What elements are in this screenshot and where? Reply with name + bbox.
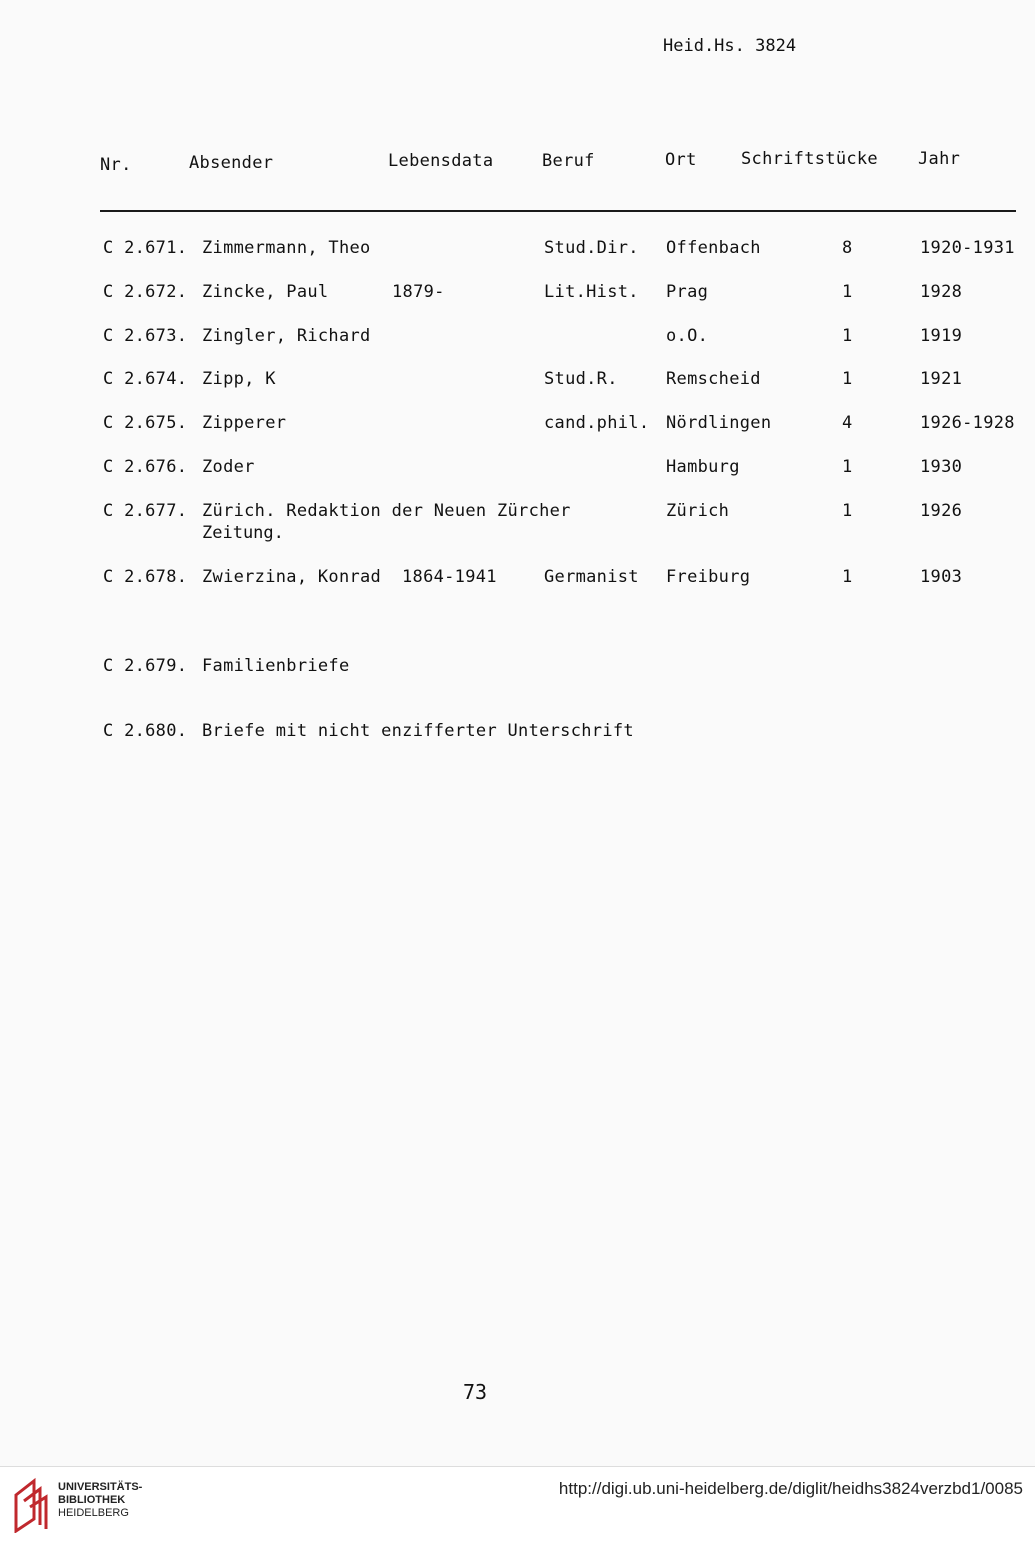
row-place: Offenbach bbox=[666, 238, 761, 258]
list-item bbox=[0, 721, 1035, 761]
row-number: C 2.674. bbox=[103, 369, 188, 389]
row-place: Prag bbox=[666, 282, 709, 302]
row-profession: cand.phil. bbox=[544, 413, 650, 433]
row-year: 1921 bbox=[920, 369, 963, 389]
row-year: 1928 bbox=[920, 282, 963, 302]
row-sender: Zingler, Richard bbox=[202, 326, 371, 346]
row-profession: Germanist bbox=[544, 567, 639, 587]
row-place: Zürich bbox=[666, 501, 730, 521]
row-count: 1 bbox=[842, 501, 853, 521]
row-sender-continued: Zeitung. bbox=[202, 523, 284, 543]
row-number: C 2.673. bbox=[103, 326, 188, 346]
source-url-link[interactable]: http://digi.ub.uni-heidelberg.de/diglit/heidhs3824verzbd1/0085 bbox=[558, 1479, 1023, 1498]
row-count: 4 bbox=[842, 413, 853, 433]
library-line: HEIDELBERG bbox=[58, 1507, 129, 1519]
row-year: 1930 bbox=[920, 457, 963, 477]
row-count: 1 bbox=[842, 326, 853, 346]
row-count: 1 bbox=[842, 567, 853, 587]
row-year: 1926-1928 bbox=[920, 413, 1015, 433]
row-number: C 2.676. bbox=[103, 457, 188, 477]
row-count: 8 bbox=[842, 238, 853, 258]
library-line: BIBLIOTHEK bbox=[58, 1494, 126, 1506]
col-jahr: Jahr bbox=[918, 149, 961, 169]
list-item bbox=[0, 656, 1035, 696]
row-year: 1920-1931 bbox=[920, 238, 1015, 258]
col-beruf: Beruf bbox=[542, 151, 595, 171]
row-number: C 2.675. bbox=[103, 413, 188, 433]
row-number: C 2.680. bbox=[103, 721, 188, 741]
row-number: C 2.678. bbox=[103, 567, 188, 587]
row-text: Familienbriefe bbox=[202, 656, 350, 676]
row-place: Freiburg bbox=[666, 567, 751, 587]
row-number: C 2.679. bbox=[103, 656, 188, 676]
row-place: Remscheid bbox=[666, 369, 761, 389]
row-place: Nördlingen bbox=[666, 413, 772, 433]
row-number: C 2.671. bbox=[103, 238, 188, 258]
row-profession: Lit.Hist. bbox=[544, 282, 639, 302]
row-sender: Zipp, K bbox=[202, 369, 276, 389]
row-count: 1 bbox=[842, 282, 853, 302]
row-sender: Zimmermann, Theo bbox=[202, 238, 371, 258]
table-row bbox=[0, 413, 1035, 453]
library-logo-icon bbox=[10, 1475, 50, 1533]
row-number: C 2.677. bbox=[103, 501, 188, 521]
row-lifedates: 1864-1941 bbox=[402, 567, 497, 587]
table-row bbox=[0, 238, 1035, 278]
row-year: 1926 bbox=[920, 501, 963, 521]
table-row bbox=[0, 501, 1035, 541]
col-lebensdata: Lebensdata bbox=[388, 151, 494, 171]
row-place: Hamburg bbox=[666, 457, 740, 477]
row-year: 1903 bbox=[920, 567, 963, 587]
row-profession: Stud.Dir. bbox=[544, 238, 639, 258]
page-number: 73 bbox=[463, 1380, 488, 1404]
table-row bbox=[0, 369, 1035, 409]
row-sender: Zoder bbox=[202, 457, 255, 477]
row-profession: Stud.R. bbox=[544, 369, 618, 389]
library-name bbox=[58, 1481, 142, 1520]
footer-bar bbox=[0, 1466, 1035, 1541]
shelfmark: Heid.Hs. 3824 bbox=[663, 36, 797, 56]
row-count: 1 bbox=[842, 369, 853, 389]
row-lifedates: 1879- bbox=[392, 282, 445, 302]
row-text: Briefe mit nicht enzifferter Unterschrift bbox=[202, 721, 634, 741]
col-absender: Absender bbox=[189, 153, 274, 173]
col-nr: Nr. bbox=[100, 155, 132, 175]
row-place: o.O. bbox=[666, 326, 709, 346]
col-ort: Ort bbox=[665, 150, 697, 170]
table-row bbox=[0, 326, 1035, 366]
row-number: C 2.672. bbox=[103, 282, 188, 302]
table-row bbox=[0, 457, 1035, 497]
table-row bbox=[0, 567, 1035, 607]
library-line: UNIVERSITÄTS- bbox=[58, 1481, 143, 1493]
row-sender: Zipperer bbox=[202, 413, 287, 433]
row-sender: Zürich. Redaktion der Neuen Zürcher bbox=[202, 501, 571, 521]
row-year: 1919 bbox=[920, 326, 963, 346]
header-rule bbox=[100, 210, 1016, 212]
table-row bbox=[0, 282, 1035, 322]
row-sender: Zincke, Paul bbox=[202, 282, 329, 302]
col-schriftstuecke: Schriftstücke bbox=[741, 149, 878, 169]
row-sender: Zwierzina, Konrad bbox=[202, 567, 382, 587]
row-count: 1 bbox=[842, 457, 853, 477]
